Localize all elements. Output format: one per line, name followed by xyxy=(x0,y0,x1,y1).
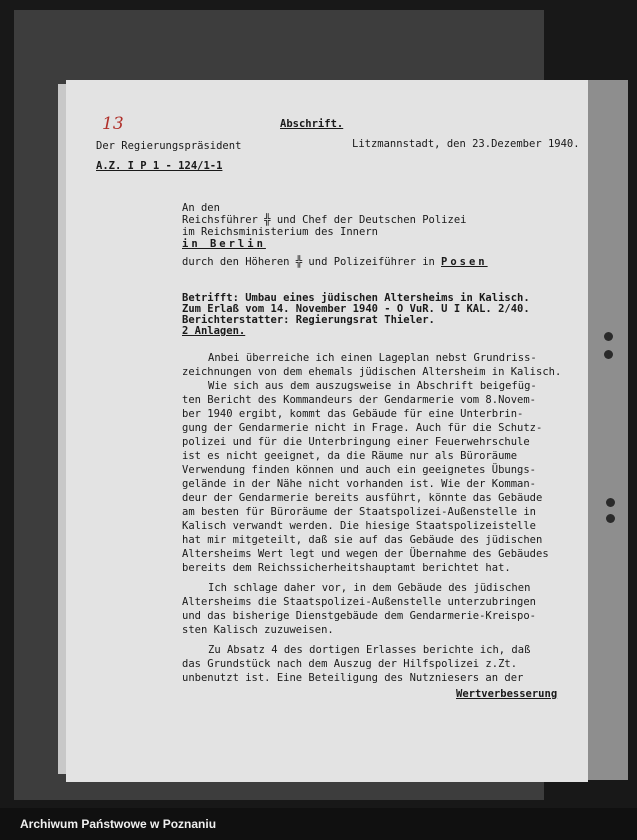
body-line: Altersheims die Staatspolizei-Außenstelle unterzubringen xyxy=(182,596,537,608)
place-date: Litzmannstadt, den 23.Dezember 1940. xyxy=(352,138,580,150)
archive-footer xyxy=(0,808,637,840)
enclosures-line: 2 Anlagen. xyxy=(182,325,246,337)
body-line: Verwendung finden können und auch ein geeignetes Übungs- xyxy=(182,464,537,476)
punch-hole xyxy=(606,514,615,523)
body-line: ist es nicht geeignet, da die Räume nur als Büroräume xyxy=(182,450,518,462)
body-line: gung der Gendarmerie nicht in Frage. Auch für die Schutz- xyxy=(182,422,543,434)
catchword: Wertverbesserung xyxy=(456,688,558,700)
body-line: und das bisherige Dienstgebäude dem Gendarmerie-Kreispo- xyxy=(182,610,537,622)
address-line: im Reichsministerium des Innern xyxy=(182,226,378,238)
body-line: zeichnungen von dem ehemals jüdischen Altersheim in Kalisch. xyxy=(182,366,562,378)
body-line: Zu Absatz 4 des dortigen Erlasses berichte ich, daß xyxy=(208,644,531,656)
margin-number: 13 xyxy=(102,114,124,134)
body-line: Anbei überreiche ich einen Lageplan nebst Grundriss- xyxy=(208,352,537,364)
body-line: deur der Gendarmerie bereits ausführt, könnte das Gebäude xyxy=(182,492,543,504)
body-line: Altersheims Wert legt und wegen der Übernahme des Gebäudes xyxy=(182,548,549,560)
document-heading: Abschrift. xyxy=(280,118,344,130)
body-line: ber 1940 ergibt, kommt das Gebäude für eine Unterbrin- xyxy=(182,408,524,420)
routing-line: durch den Höheren ╬ und Polizeiführer in xyxy=(182,256,435,268)
routing-city: Posen xyxy=(441,256,488,268)
body-line: polizei und für die Unterbringung einer Feuerwehrschule xyxy=(182,436,530,448)
body-line: ten Bericht des Kommandeurs der Gendarmerie vom 8.Novem- xyxy=(182,394,537,406)
body-line: hat mir mitgeteilt, daß sie auf das Gebäude des jüdischen xyxy=(182,534,543,546)
body-line: gelände in der Nähe nicht vorhanden ist. Wie der Komman- xyxy=(182,478,537,490)
subject-line: Betrifft: Umbau eines jüdischen Altersheims in Kalisch. xyxy=(182,292,530,304)
punch-hole xyxy=(604,332,613,341)
file-reference: A.Z. I P 1 - 124/1-1 xyxy=(96,160,223,172)
reference-line: Zum Erlaß vom 14. November 1940 - O VuR. U I KAL. 2/40. xyxy=(182,303,530,315)
destination-city: in Berlin xyxy=(182,238,266,250)
address-line: Reichsführer ╬ und Chef der Deutschen Polizei xyxy=(182,214,467,226)
sender: Der Regierungspräsident xyxy=(96,140,242,152)
punch-hole xyxy=(606,498,615,507)
document-page xyxy=(66,80,588,782)
body-line: das Grundstück nach dem Auszug der Hilfspolizei z.Zt. xyxy=(182,658,518,670)
reporter-line: Berichterstatter: Regierungsrat Thieler. xyxy=(182,314,435,326)
body-line: unbenutzt ist. Eine Beteiligung des Nutzniesers an der xyxy=(182,672,524,684)
body-line: am besten für Büroräume der Staatspolizei-Außenstelle in xyxy=(182,506,537,518)
archive-name: Archiwum Państwowe w Poznaniu xyxy=(20,817,217,831)
address-line: An den xyxy=(182,202,220,214)
body-line: sten Kalisch zuzuweisen. xyxy=(182,624,334,636)
body-line: bereits dem Reichssicherheitshauptamt berichtet hat. xyxy=(182,562,511,574)
body-line: Kalisch verwandt werden. Die hiesige Staatspolizeistelle xyxy=(182,520,537,532)
body-line: Ich schlage daher vor, in dem Gebäude des jüdischen xyxy=(208,582,531,594)
punch-hole xyxy=(604,350,613,359)
body-line: Wie sich aus dem auszugsweise in Abschrift beigefüg- xyxy=(208,380,537,392)
